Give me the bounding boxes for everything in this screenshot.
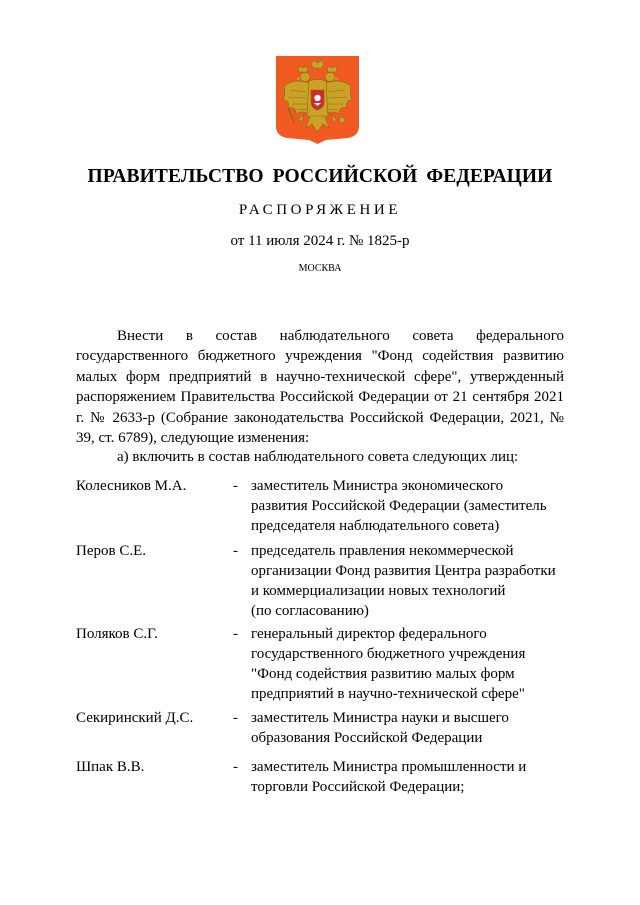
member-role: заместитель Министра науки и высшего образования Российской Федерации [251,710,509,746]
member-name: Колесников М.А. [76,478,187,494]
member-name: Перов С.Е. [76,543,146,559]
coat-of-arms-icon [276,56,359,144]
member-dash: - [233,626,238,642]
member-name: Поляков С.Г. [76,626,158,642]
member-name: Шпак В.В. [76,759,145,775]
member-dash: - [233,543,238,559]
document-type: РАСПОРЯЖЕНИЕ [238,202,402,218]
intro-paragraph: Внести в состав наблюдательного совета федерального государственного бюджетного учреждения "Фонд содействия развитию малых форм предприятий в научно-технической сфере", утвержденный распоряжением Правительства Российской Федерации от 21 сентября 2021 г. № 2633-р (Собрание законодательства Российской Федерации, 2021, № 39, ст. 6789), следующие изменения: [76,328,564,447]
member-dash: - [233,710,238,726]
member-role: председатель правления некоммерческой организации Фонд развития Центра разработки и коммерциализации новых технологий (по согласованию) [251,543,556,619]
member-name: Секиринский Д.С. [76,710,194,726]
member-role: генеральный директор федерального государственного бюджетного учреждения "Фонд содействия развитию малых форм предприятий в научно-технической сфере" [251,626,526,702]
subpoint-a: а) включить в состав наблюдательного совета следующих лиц: [117,449,519,465]
document-city: МОСКВА [298,263,342,274]
member-role: заместитель Министра экономического развития Российской Федерации (заместитель председателя наблюдательного совета) [251,478,547,534]
government-title: ПРАВИТЕЛЬСТВО РОССИЙСКОЙ ФЕДЕРАЦИИ [87,166,553,187]
document-date-number: от 11 июля 2024 г. № 1825-р [230,233,410,249]
member-role: заместитель Министра промышленности и торговли Российской Федерации; [251,759,527,795]
member-dash: - [233,478,238,494]
member-dash: - [233,759,238,775]
